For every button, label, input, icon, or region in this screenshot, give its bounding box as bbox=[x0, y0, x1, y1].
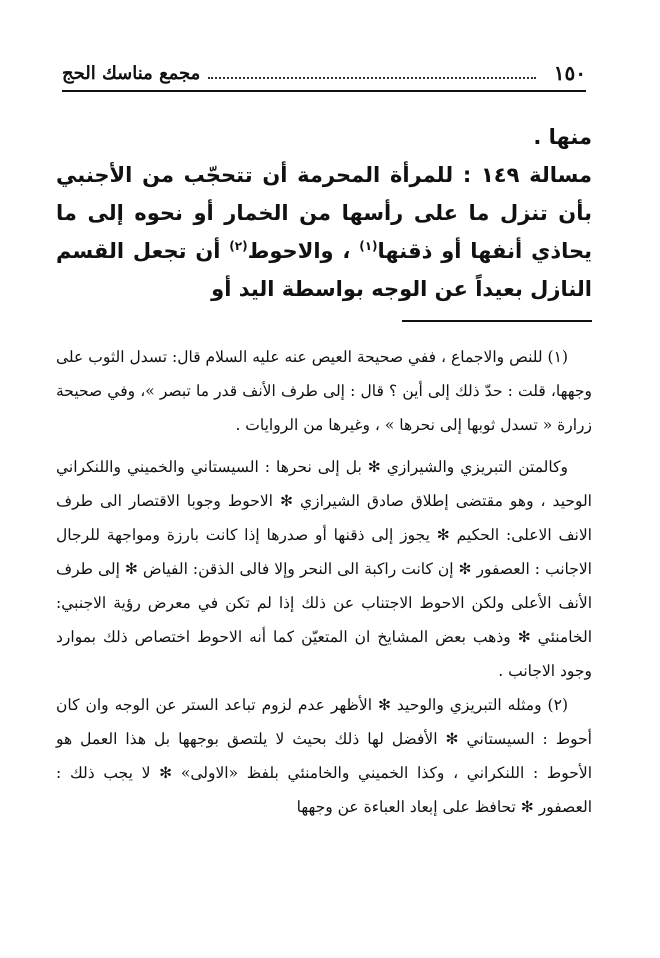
issue-text-part-3: أن تجعل القسم النازل بعيداً عن الوجه بواسطة اليد أو bbox=[56, 239, 592, 301]
lead-line: منها . bbox=[533, 125, 592, 149]
main-text bbox=[56, 118, 592, 308]
page-number: ١٥٠ bbox=[553, 61, 586, 85]
issue-label: مسالة ١٤٩ bbox=[480, 163, 592, 187]
footnote-ref-2: (٢) bbox=[229, 239, 248, 253]
issue-paragraph bbox=[56, 156, 592, 308]
footnote-ref-1: (١) bbox=[359, 239, 378, 253]
footnote-divider bbox=[402, 320, 592, 322]
issue-text-part-2: ، والاحوط bbox=[247, 239, 351, 263]
header-divider bbox=[62, 90, 586, 92]
footnote-1: (١) للنص والاجماع ، ففي صحيحة العيص عنه عليه السلام قال: تسدل الثوب على وجهها، قلت : حدّ ذلك إلى أين ؟ قال : إلى طرف الأنف قدر ما تبصر »، وفي صحيحة زرارة « تسدل ثوبها إلى نحرها » ، وغيرها من الروايات . bbox=[56, 348, 592, 434]
footnotes bbox=[56, 340, 592, 824]
issue-text-part-1: : للمرأة المحرمة أن تتحجّب من الأجنبي بأن تنزل ما على رأسها من الخمار أو نحوه إلى ما يحاذي أنفها أو ذقنها bbox=[56, 163, 592, 263]
footnote-2: (٢) ومثله التبريزي والوحيد ✻ الأظهر عدم لزوم تباعد الستر عن الوجه وان كان أحوط : السيستاني ✻ الأفضل لها ذلك بحيث لا يلتصق بوجهها بل هذا العمل هو الأحوط : اللنكراني ، وكذا الخميني والخامنئي بلفظ «الاولى» ✻ لا يجب ذلك : العصفور ✻ تحافظ على إبعاد العباءة عن وجهها bbox=[56, 696, 592, 816]
footnote-1-continuation: وكالمتن التبريزي والشيرازي ✻ بل إلى نحرها : السيستاني والخميني واللنكراني الوحيد ، وهو مقتضى إطلاق صادق الشيرازي ✻ الاحوط وجوبا الاقتصار الى طرف الانف الاعلى: الحكيم ✻ يجوز إلى ذقنها أو صدرها إذا كانت بارزة ومواجهة للرجال الاجانب : العصفور ✻ إن كانت راكبة الى النحر وإلا فالى الذقن: الفياض ✻ إلى طرف الأنف الأعلى ولكن الاحوط الاجتناب عن ذلك إذا لم تكن في معرض رؤية الاجنبي: الخامنئي ✻ وذهب بعض المشايخ ان المتعيّن كما أنه الاحوط اختصاص ذلك بموارد وجود الاجانب . bbox=[56, 458, 592, 680]
running-header bbox=[62, 58, 586, 88]
book-title: مجمع مناسك الحج bbox=[62, 62, 201, 84]
header-dot-leader bbox=[208, 67, 535, 79]
